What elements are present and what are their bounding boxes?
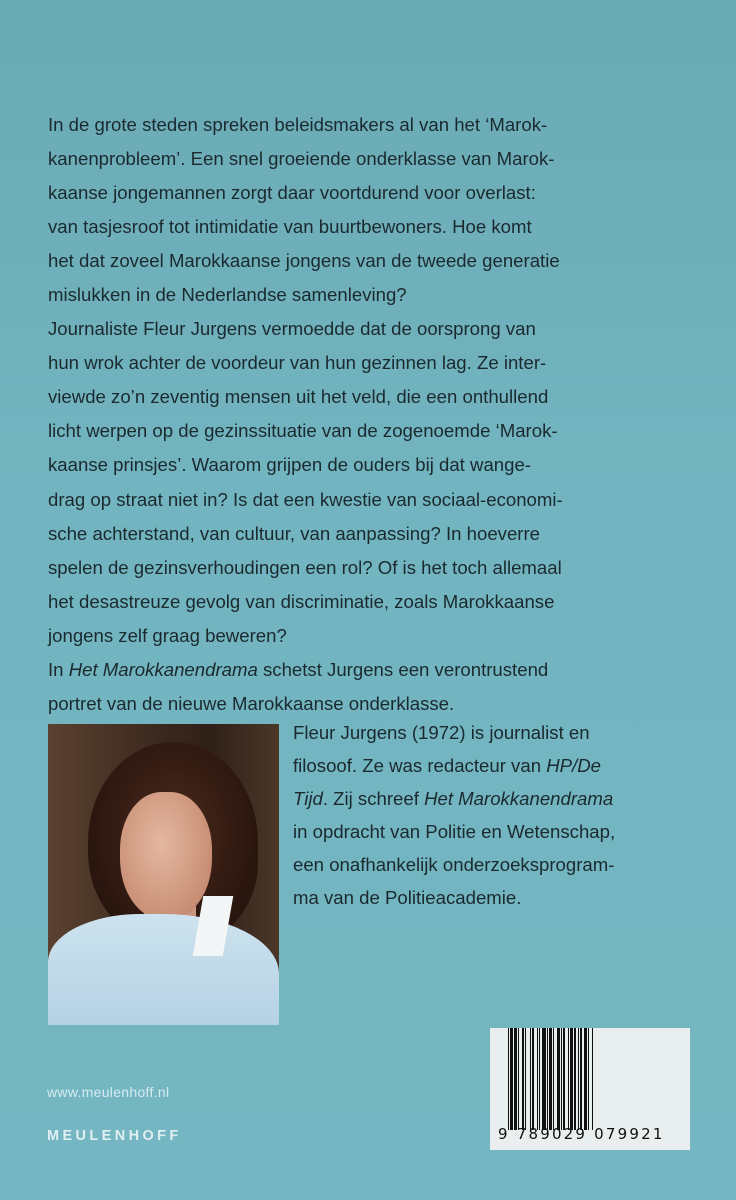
blurb-line: licht werpen op de gezinssituatie van de zogenoemde ‘Marok- [48,420,558,442]
barcode-bar [593,1028,594,1130]
text: schetst Jurgens een verontrustend [257,658,549,680]
magazine-italic: HP/De [546,755,601,776]
text: filosoof. Ze was redacteur van [293,755,547,776]
bio-line [293,782,713,815]
bio-line: ma van de Politieacademie. [293,887,522,908]
blurb-text [48,108,708,721]
blurb-line: drag op straat niet in? Is dat een kwestie van sociaal-economi- [48,488,563,510]
blurb-line: kaanse jongemannen zorgt daar voortdurend voor overlast: [48,182,536,204]
blurb-line: van tasjesroof tot intimidatie van buurtbewoners. Hoe komt [48,216,532,238]
blurb-line: Journaliste Fleur Jurgens vermoedde dat de oorsprong van [48,318,536,340]
barcode-bars [508,1028,676,1130]
blurb-line [48,653,708,687]
author-bio [293,716,713,914]
publisher-url: www.meulenhoff.nl [47,1084,170,1100]
blurb-line: kaanse prinsjes’. Waarom grijpen de ouders bij dat wange- [48,454,532,476]
barcode [490,1028,690,1150]
blurb-line: het dat zoveel Marokkaanse jongens van de tweede generatie [48,250,560,272]
bio-line: Fleur Jurgens (1972) is journalist en [293,722,590,743]
blurb-line: spelen de gezinsverhoudingen een rol? Of is het toch allemaal [48,556,562,578]
blurb-line: sche achterstand, van cultuur, van aanpassing? In hoeverre [48,522,541,544]
book-title-italic: Het Marokkanendrama [68,658,258,680]
blurb-line: viewde zo’n zeventig mensen uit het veld, die een onthullend [48,386,549,408]
blurb-line: portret van de nieuwe Marokkaanse onderklasse. [48,692,455,714]
text: . Zij schreef [322,788,425,809]
magazine-italic: Tijd [293,788,323,809]
publisher-logo: MEULENHOFF [47,1128,182,1144]
blurb-line: In de grote steden spreken beleidsmakers al van het ‘Marok- [48,114,548,135]
blurb-line: kanenprobleem’. Een snel groeiende onderklasse van Marok- [48,148,555,170]
isbn-number: 9 789029 079921 [498,1125,665,1143]
blurb-line: jongens zelf graag beweren? [48,624,287,646]
book-title-italic: Het Marokkanendrama [424,788,614,809]
blurb-line: het desastreuze gevolg van discriminatie, zoals Marokkaanse [48,590,555,612]
bio-line: een onafhankelijk onderzoeksprogram- [293,854,615,875]
photo-shirt [48,914,279,1025]
blurb-line: hun wrok achter de voordeur van hun gezinnen lag. Ze inter- [48,352,547,374]
bio-line: in opdracht van Politie en Wetenschap, [293,821,616,842]
blurb-line: mislukken in de Nederlandse samenleving? [48,284,407,306]
author-photo [48,724,279,1025]
bio-line [293,749,713,782]
photo-face [120,792,212,920]
text: In [48,658,69,680]
